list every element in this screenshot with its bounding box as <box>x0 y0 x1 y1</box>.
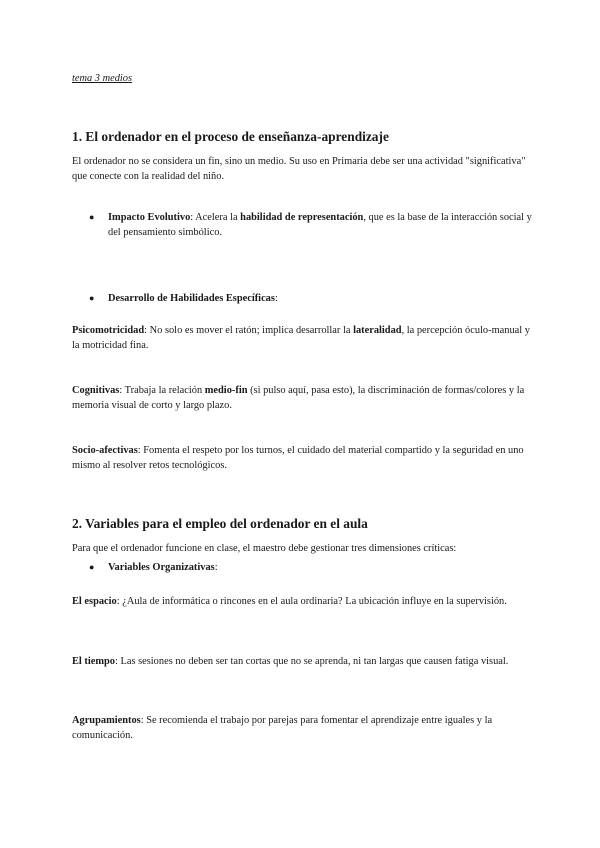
paragraph-text: : No solo es mover el ratón; implica desarrollar la <box>144 325 354 336</box>
paragraph-el-tiempo <box>72 654 532 669</box>
paragraph-text: : Se recomienda el trabajo por parejas para fomentar el aprendizaje entre iguales y la comunicación. <box>72 715 493 741</box>
section-1-heading: 1. El ordenador en el proceso de enseñanza-aprendizaje <box>72 129 389 144</box>
paragraph-label: Psicomotricidad <box>72 325 145 336</box>
bullet-text-part: : Acelera la <box>190 212 241 223</box>
paragraph-label: El tiempo <box>72 656 116 667</box>
bullet-icon: ● <box>89 212 95 222</box>
paragraph-text: : Fomenta el respeto por los turnos, el cuidado del material compartido y la seguridad en uno mismo al resolver retos tecnológicos. <box>72 445 524 471</box>
bullet-label: Impacto Evolutivo <box>108 212 191 223</box>
bullet-text <box>108 560 532 575</box>
section-2-heading: 2. Variables para el empleo del ordenador en el aula <box>72 516 368 531</box>
bullet-bold-term: habilidad de representación <box>240 212 364 223</box>
bullet-text <box>108 210 532 240</box>
paragraph-text: , la percepción óculo-manual y la motricidad fina. <box>72 325 530 351</box>
bullet-text-part: , que es la base de la interacción social y del pensamiento simbólico. <box>108 212 532 238</box>
paragraph-label: El espacio <box>72 596 117 607</box>
paragraph-el-espacio <box>72 594 532 609</box>
bullet-label: Variables Organizativas <box>108 562 215 573</box>
paragraph-bold-term: medio-fin <box>204 385 248 396</box>
paragraph-agrupamientos <box>72 713 532 743</box>
paragraph-psicomotricidad <box>72 323 532 353</box>
bullet-icon: ● <box>89 293 95 303</box>
paragraph-label: Socio-afectivas <box>72 445 138 456</box>
paragraph-cognitivas <box>72 383 532 413</box>
bullet-icon: ● <box>89 562 95 572</box>
paragraph-socio-afectivas <box>72 443 532 473</box>
bullet-text-part: : <box>274 293 278 304</box>
section-1-intro: El ordenador no se considera un fin, sino un medio. Su uso en Primaria debe ser una actividad "significativa" que conecte con la realidad del niño. <box>72 156 526 182</box>
paragraph-label: Agrupamientos <box>72 715 141 726</box>
topic-label: tema 3 medios <box>72 73 133 84</box>
bullet-impacto-evolutivo <box>72 210 532 240</box>
bullet-label: Desarrollo de Habilidades Específicas <box>108 293 275 304</box>
bullet-variables-organizativas <box>72 560 532 575</box>
section-2-intro: Para que el ordenador funcione en clase, el maestro debe gestionar tres dimensiones críticas: <box>72 543 457 554</box>
paragraph-label: Cognitivas <box>72 385 120 396</box>
bullet-text-part: : <box>214 562 218 573</box>
paragraph-text: : ¿Aula de informática o rincones en el aula ordinaria? La ubicación influye en la supervisión. <box>116 596 507 607</box>
bullet-text <box>108 291 532 306</box>
paragraph-bold-term: lateralidad <box>353 325 402 336</box>
paragraph-text: : Trabaja la relación <box>119 385 205 396</box>
bullet-desarrollo-habilidades <box>72 291 532 306</box>
paragraph-text: (si pulso aquí, pasa esto), la discriminación de formas/colores y la memoria visual de corto y largo plazo. <box>72 385 525 411</box>
paragraph-text: : Las sesiones no deben ser tan cortas que no se aprenda, ni tan largas que causen fatiga visual. <box>115 656 509 667</box>
